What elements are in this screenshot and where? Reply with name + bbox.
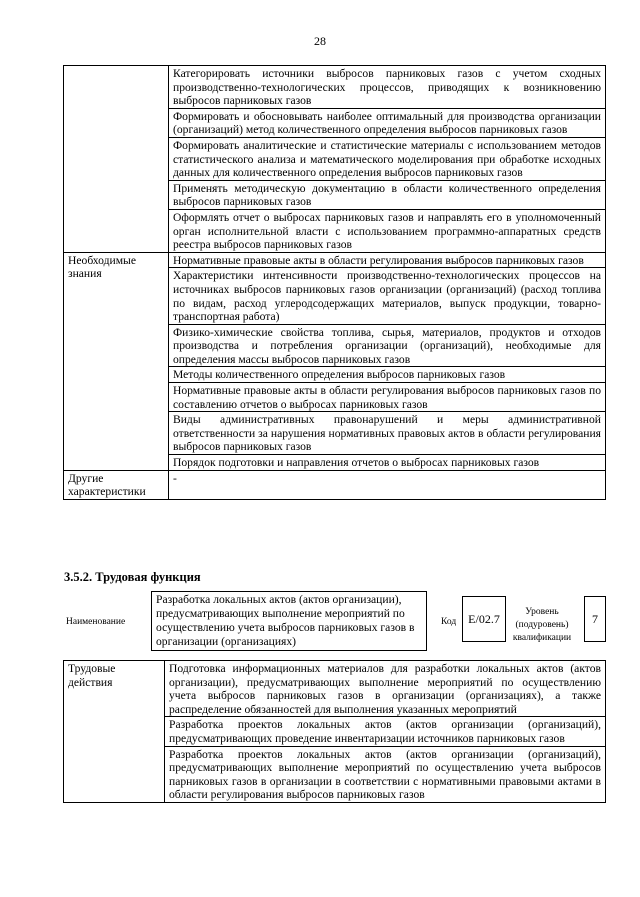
knowledge-item: Физико-химические свойства топлива, сырья, материалов, продуктов и отходов производства и потребления организации (организаций), необходимые для определения массы выбросов парниковых газов	[169, 324, 606, 367]
table-row	[64, 661, 606, 717]
knowledge-item: Нормативные правовые акты в области регулирования выбросов парниковых газов	[169, 252, 606, 268]
knowledge-label: Необходимые знания	[64, 252, 169, 470]
labor-actions-label: Трудовые действия	[64, 661, 165, 803]
skill-item: Оформлять отчет о выбросах парниковых газов и направлять его в уполномоченный орган исполнительной власти с использованием программно-аппаратных средств реестра выбросов парниковых газов	[169, 209, 606, 252]
code-box: E/02.7	[462, 596, 506, 642]
skill-item: Формировать и обосновывать наиболее оптимальный для производства организации (организаций) метод количественного определения выбросов парниковых газов	[169, 108, 606, 137]
labor-action-item: Разработка проектов локальных актов (актов организации (организаций), предусматривающих проведение инвентаризации источников парниковых газов	[165, 717, 606, 746]
other-characteristics-label: Другие характеристики	[64, 470, 169, 499]
labor-action-item: Разработка проектов локальных актов (актов организации (организаций), предусматривающих выполнение мероприятий по осуществлению учета выбросов парниковых газов в организации в соответствии с нормативными правовыми актами в области регулирования выбросов парниковых газов	[165, 746, 606, 802]
labor-actions-table	[63, 660, 606, 803]
other-characteristics-value: -	[169, 470, 606, 499]
labor-action-item: Подготовка информационных материалов для разработки локальных актов (актов организации), предусматривающих выполнение мероприятий по осуществлению учета выбросов парниковых газов в организации (организациях), а также распределение обязанностей для выполнения указанных мероприятий	[165, 661, 606, 717]
qualification-level-box: 7	[584, 596, 606, 642]
table-row	[64, 66, 606, 109]
skill-item: Категорировать источники выбросов парниковых газов с учетом сходных производственно-технологических процессов, приводящих к возникновению выбросов парниковых газов	[169, 66, 606, 109]
knowledge-item: Нормативные правовые акты в области регулирования выбросов парниковых газов по составлению отчетов о выбросах парниковых газов	[169, 383, 606, 412]
knowledge-item: Методы количественного определения выбросов парниковых газов	[169, 367, 606, 383]
section-heading: 3.5.2. Трудовая функция	[64, 570, 201, 584]
skill-item: Применять методическую документацию в области количественного определения выбросов парниковых газов	[169, 180, 606, 209]
empty-label-cell	[64, 66, 169, 253]
function-name-box: Разработка локальных актов (актов организации), предусматривающих выполнение мероприятий по осуществлению учета выбросов парниковых газов в организации (организациях)	[151, 591, 427, 651]
name-label: Наименование	[66, 617, 126, 627]
skills-knowledge-table	[63, 65, 606, 500]
skill-item: Формировать аналитические и статистические материалы с использованием методов статистического анализа и математического моделирования при обработке исходных данных для количественного определения выбросов парниковых газов	[169, 137, 606, 180]
code-label: Код	[441, 617, 457, 627]
knowledge-item: Характеристики интенсивности производственно-технологических процессов на источниках выбросов парниковых газов организации (организаций) (расход топлива по видам, расход углеродсодержащих материалов, выпуск продукции, товарно-транспортная работа)	[169, 268, 606, 324]
table-row	[64, 252, 606, 268]
qualification-level-label: Уровень (подуровень) квалификации	[512, 607, 572, 643]
page-number: 28	[314, 34, 326, 48]
knowledge-item: Виды административных правонарушений и меры административной ответственности за нарушения нормативных правовых актов в области регулирования выбросов парниковых газов	[169, 412, 606, 455]
knowledge-item: Порядок подготовки и направления отчетов о выбросах парниковых газов	[169, 455, 606, 471]
table-row	[64, 470, 606, 499]
